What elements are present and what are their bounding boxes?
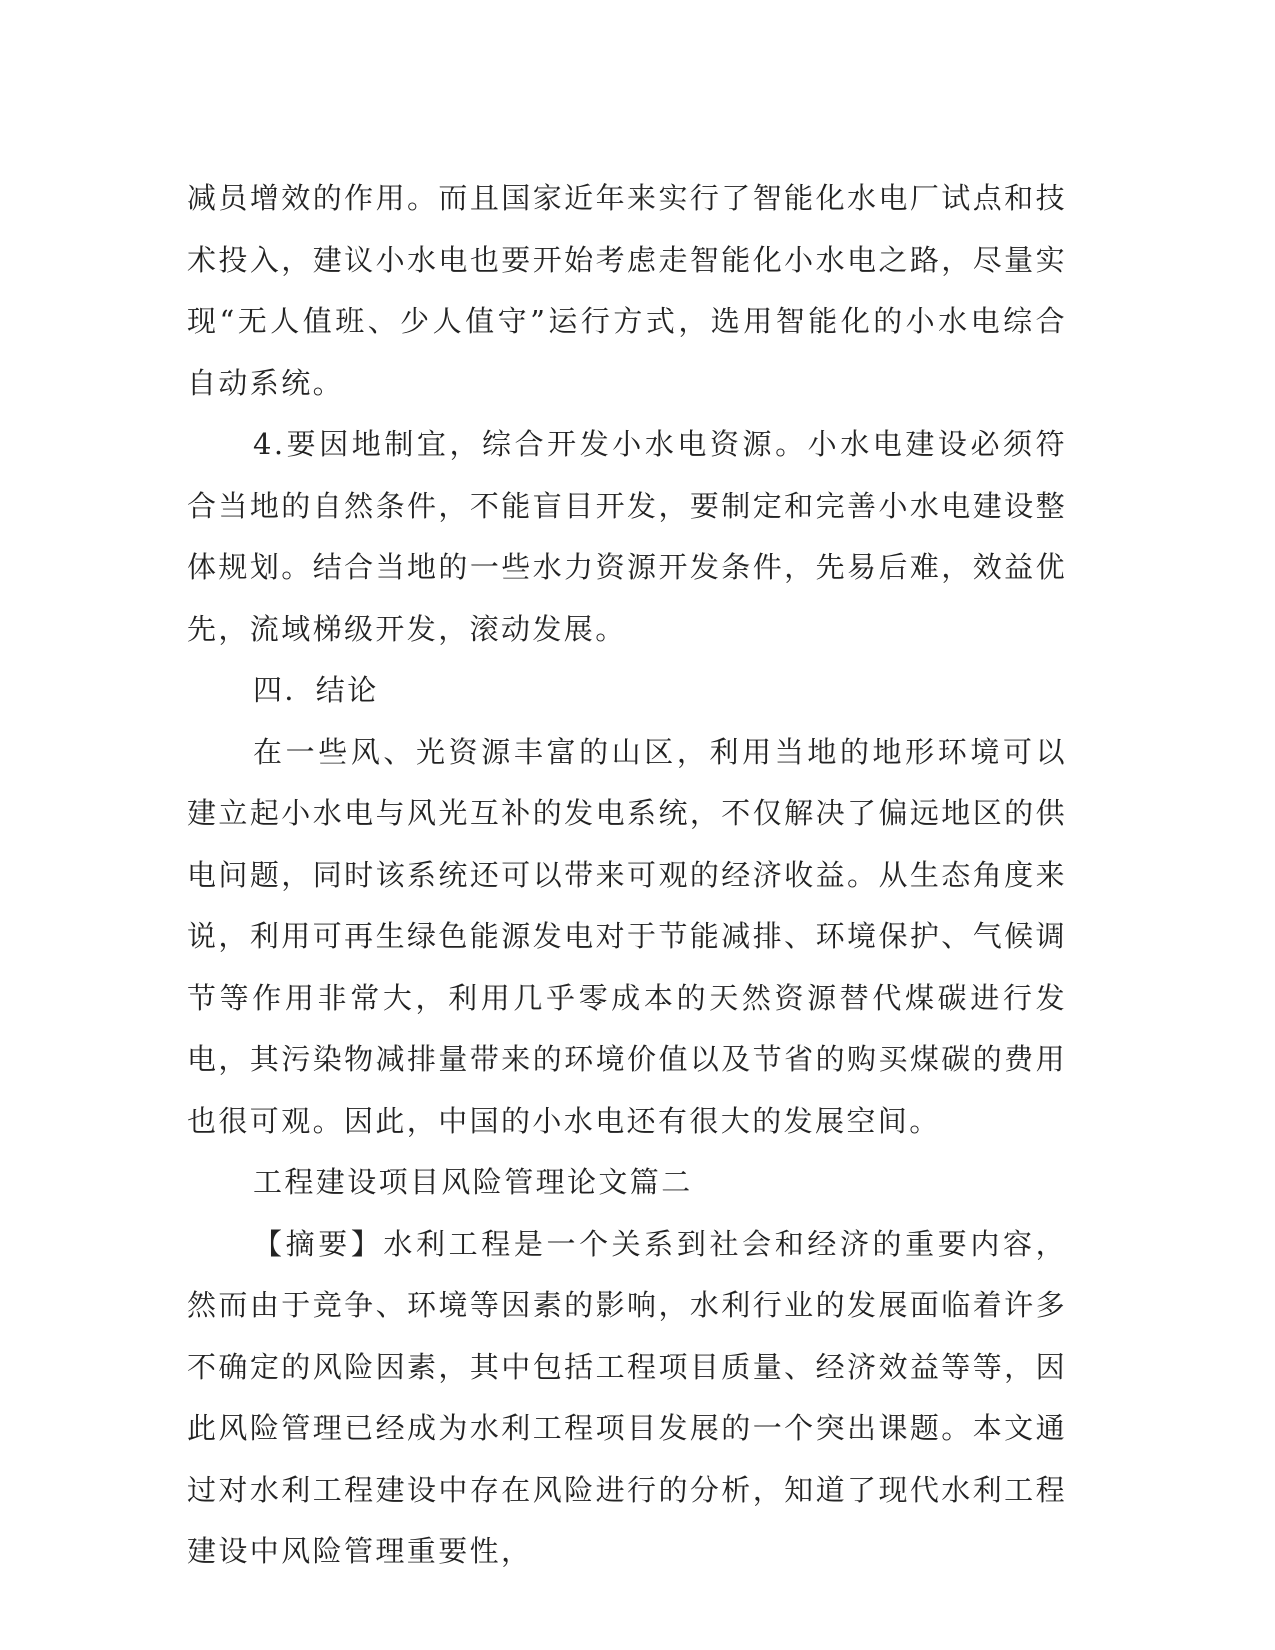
document-body — [187, 168, 1067, 1583]
article-title: 工程建设项目风险管理论文篇二 — [253, 1165, 693, 1199]
section-heading-conclusion: 四．结论 — [253, 673, 379, 707]
paragraph-continuation: 减员增效的作用。而且国家近年来实行了智能化水电厂试点和技术投入，建议小水电也要开始考虑走智能化小水电之路，尽量实现“无人值班、少人值守”运行方式，选用智能化的小水电综合自动系统。 — [187, 181, 1067, 400]
paragraph-abstract: 【摘要】水利工程是一个关系到社会和经济的重要内容，然而由于竞争、环境等因素的影响，水利行业的发展面临着许多不确定的风险因素，其中包括工程项目质量、经济效益等等，因此风险管理已经成为水利工程项目发展的一个突出课题。本文通过对水利工程建设中存在风险进行的分析，知道了现代水利工程建设中风险管理重要性， — [187, 1226, 1067, 1568]
paragraph-conclusion: 在一些风、光资源丰富的山区，利用当地的地形环境可以建立起小水电与风光互补的发电系统，不仅解决了偏远地区的供电问题，同时该系统还可以带来可观的经济收益。从生态角度来说，利用可再生绿色能源发电对于节能减排、环境保护、气候调节等作用非常大，利用几乎零成本的天然资源替代煤碳进行发电，其污染物减排量带来的环境价值以及节省的购买煤碳的费用也很可观。因此，中国的小水电还有很大的发展空间。 — [187, 734, 1067, 1138]
paragraph-item-4: 4.要因地制宜，综合开发小水电资源。小水电建设必须符合当地的自然条件，不能盲目开发，要制定和完善小水电建设整体规划。结合当地的一些水力资源开发条件，先易后难，效益优先，流域梯级开发，滚动发展。 — [187, 427, 1067, 646]
